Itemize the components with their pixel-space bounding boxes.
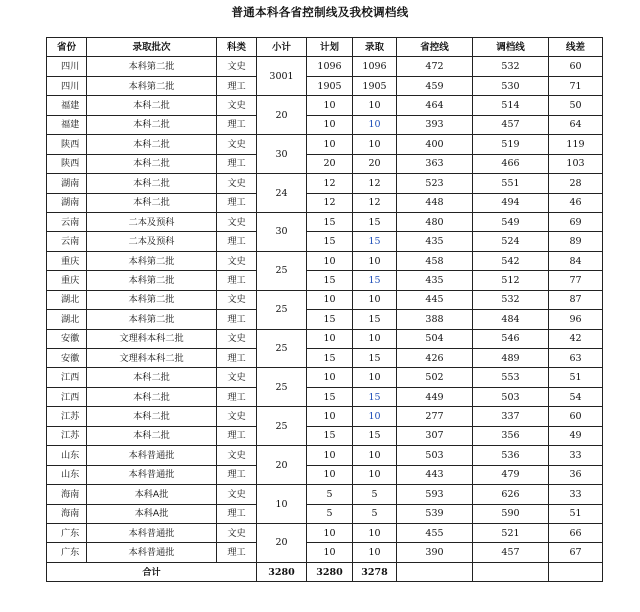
table-row [47, 329, 603, 348]
type-cell: 理工 [217, 426, 257, 445]
type-cell: 理工 [217, 504, 257, 523]
batch-cell: 本科普通批 [87, 465, 217, 484]
admit-cell: 5 [353, 485, 397, 504]
subtotal-cell: 10 [257, 485, 307, 524]
line-diff-cell: 33 [549, 485, 603, 504]
line-diff-cell: 46 [549, 193, 603, 212]
plan-cell: 15 [307, 232, 353, 251]
plan-cell: 10 [307, 329, 353, 348]
admit-cell: 10 [353, 446, 397, 465]
table-row [47, 543, 603, 562]
province-cell: 山东 [47, 446, 87, 465]
plan-cell: 10 [307, 115, 353, 134]
table-row [47, 115, 603, 134]
batch-cell: 本科A批 [87, 485, 217, 504]
filing-line-cell: 466 [473, 154, 549, 173]
admit-cell: 5 [353, 504, 397, 523]
plan-cell: 15 [307, 349, 353, 368]
total-row [47, 562, 603, 581]
subtotal-cell: 30 [257, 135, 307, 174]
control-line-cell: 277 [397, 407, 473, 426]
batch-cell: 本科二批 [87, 368, 217, 387]
plan-cell: 10 [307, 465, 353, 484]
page-title: 普通本科各省控制线及我校调档线 [231, 5, 409, 19]
province-cell: 重庆 [47, 271, 87, 290]
control-line-cell: 480 [397, 212, 473, 231]
province-cell: 四川 [47, 76, 87, 95]
type-cell: 理工 [217, 76, 257, 95]
line-diff-cell: 67 [549, 543, 603, 562]
line-diff-cell: 60 [549, 407, 603, 426]
admit-cell: 10 [353, 465, 397, 484]
filing-line-cell: 590 [473, 504, 549, 523]
batch-cell: 本科普通批 [87, 446, 217, 465]
control-line-cell: 443 [397, 465, 473, 484]
control-line-cell: 445 [397, 290, 473, 309]
type-cell: 文史 [217, 407, 257, 426]
header-subtotal: 小计 [257, 38, 307, 57]
line-diff-cell: 87 [549, 290, 603, 309]
line-diff-cell: 28 [549, 174, 603, 193]
filing-line-cell: 489 [473, 349, 549, 368]
table-row [47, 96, 603, 115]
plan-cell: 10 [307, 407, 353, 426]
control-line-cell: 393 [397, 115, 473, 134]
filing-line-cell: 337 [473, 407, 549, 426]
batch-cell: 本科二批 [87, 193, 217, 212]
control-line-cell: 539 [397, 504, 473, 523]
header-admit: 录取 [353, 38, 397, 57]
filing-line-cell: 626 [473, 485, 549, 504]
control-line-cell: 503 [397, 446, 473, 465]
province-cell: 江苏 [47, 407, 87, 426]
plan-cell: 10 [307, 290, 353, 309]
line-diff-cell: 66 [549, 523, 603, 542]
plan-cell: 10 [307, 446, 353, 465]
table-row [47, 387, 603, 406]
filing-line-cell: 521 [473, 523, 549, 542]
province-cell: 江西 [47, 368, 87, 387]
filing-line-cell: 457 [473, 115, 549, 134]
total-subtotal-cell: 3280 [257, 562, 307, 581]
type-cell: 理工 [217, 387, 257, 406]
total-control-cell [397, 562, 473, 581]
control-line-cell: 523 [397, 174, 473, 193]
table-row [47, 349, 603, 368]
line-diff-cell: 89 [549, 232, 603, 251]
admit-cell: 12 [353, 174, 397, 193]
line-diff-cell: 54 [549, 387, 603, 406]
province-cell: 福建 [47, 115, 87, 134]
admit-cell: 20 [353, 154, 397, 173]
control-line-cell: 504 [397, 329, 473, 348]
control-line-cell: 435 [397, 271, 473, 290]
batch-cell: 本科第二批 [87, 251, 217, 270]
control-line-cell: 448 [397, 193, 473, 212]
admit-cell: 10 [353, 115, 397, 134]
subtotal-cell: 25 [257, 407, 307, 446]
header-line-diff: 线差 [549, 38, 603, 57]
control-line-cell: 435 [397, 232, 473, 251]
filing-line-cell: 503 [473, 387, 549, 406]
table-row [47, 310, 603, 329]
line-diff-cell: 84 [549, 251, 603, 270]
admit-cell: 10 [353, 523, 397, 542]
province-cell: 陕西 [47, 154, 87, 173]
batch-cell: 本科二批 [87, 135, 217, 154]
batch-cell: 本科二批 [87, 174, 217, 193]
type-cell: 文史 [217, 135, 257, 154]
admit-cell: 15 [353, 310, 397, 329]
line-diff-cell: 60 [549, 57, 603, 76]
province-cell: 海南 [47, 485, 87, 504]
table-row [47, 232, 603, 251]
type-cell: 文史 [217, 485, 257, 504]
filing-line-cell: 532 [473, 57, 549, 76]
line-diff-cell: 33 [549, 446, 603, 465]
type-cell: 文史 [217, 290, 257, 309]
province-cell: 广东 [47, 543, 87, 562]
filing-line-cell: 530 [473, 76, 549, 95]
type-cell: 文史 [217, 523, 257, 542]
batch-cell: 本科二批 [87, 407, 217, 426]
province-cell: 云南 [47, 232, 87, 251]
header-plan: 计划 [307, 38, 353, 57]
batch-cell: 本科普通批 [87, 543, 217, 562]
type-cell: 文史 [217, 446, 257, 465]
control-line-cell: 455 [397, 523, 473, 542]
type-cell: 文史 [217, 174, 257, 193]
filing-line-cell: 546 [473, 329, 549, 348]
province-cell: 福建 [47, 96, 87, 115]
batch-cell: 本科二批 [87, 387, 217, 406]
batch-cell: 本科第二批 [87, 76, 217, 95]
line-diff-cell: 51 [549, 368, 603, 387]
filing-line-cell: 479 [473, 465, 549, 484]
plan-cell: 12 [307, 174, 353, 193]
province-cell: 陕西 [47, 135, 87, 154]
line-diff-cell: 51 [549, 504, 603, 523]
province-cell: 广东 [47, 523, 87, 542]
control-line-cell: 502 [397, 368, 473, 387]
province-cell: 湖北 [47, 290, 87, 309]
province-cell: 江苏 [47, 426, 87, 445]
type-cell: 理工 [217, 310, 257, 329]
total-admit-cell: 3278 [353, 562, 397, 581]
plan-cell: 10 [307, 368, 353, 387]
filing-line-cell: 532 [473, 290, 549, 309]
batch-cell: 文理科本科二批 [87, 349, 217, 368]
table-row [47, 446, 603, 465]
plan-cell: 10 [307, 543, 353, 562]
filing-line-cell: 524 [473, 232, 549, 251]
batch-cell: 本科第二批 [87, 310, 217, 329]
admission-score-table [46, 37, 603, 582]
table-row [47, 368, 603, 387]
admit-cell: 1096 [353, 57, 397, 76]
table-row [47, 212, 603, 231]
subtotal-cell: 20 [257, 523, 307, 562]
table-row [47, 251, 603, 270]
plan-cell: 15 [307, 212, 353, 231]
subtotal-cell: 24 [257, 174, 307, 213]
table-body [47, 57, 603, 582]
header-filing-line: 调档线 [473, 38, 549, 57]
table-row [47, 504, 603, 523]
plan-cell: 10 [307, 251, 353, 270]
table-row [47, 485, 603, 504]
table-row [47, 135, 603, 154]
admit-cell: 15 [353, 232, 397, 251]
batch-cell: 本科二批 [87, 96, 217, 115]
batch-cell: 本科第二批 [87, 57, 217, 76]
batch-cell: 本科第二批 [87, 290, 217, 309]
header-row [47, 38, 603, 57]
control-line-cell: 464 [397, 96, 473, 115]
subtotal-cell: 25 [257, 251, 307, 290]
table-row [47, 154, 603, 173]
plan-cell: 10 [307, 523, 353, 542]
subtotal-cell: 3001 [257, 57, 307, 96]
province-cell: 海南 [47, 504, 87, 523]
type-cell: 理工 [217, 154, 257, 173]
control-line-cell: 459 [397, 76, 473, 95]
control-line-cell: 449 [397, 387, 473, 406]
admit-cell: 10 [353, 368, 397, 387]
admit-cell: 10 [353, 135, 397, 154]
line-diff-cell: 119 [549, 135, 603, 154]
filing-line-cell: 519 [473, 135, 549, 154]
filing-line-cell: 494 [473, 193, 549, 212]
admit-cell: 15 [353, 387, 397, 406]
type-cell: 理工 [217, 115, 257, 134]
line-diff-cell: 36 [549, 465, 603, 484]
table-row [47, 426, 603, 445]
filing-line-cell: 549 [473, 212, 549, 231]
batch-cell: 本科普通批 [87, 523, 217, 542]
type-cell: 文史 [217, 251, 257, 270]
province-cell: 湖北 [47, 310, 87, 329]
subtotal-cell: 20 [257, 96, 307, 135]
admit-cell: 15 [353, 271, 397, 290]
batch-cell: 本科二批 [87, 426, 217, 445]
admit-cell: 10 [353, 290, 397, 309]
admit-cell: 12 [353, 193, 397, 212]
line-diff-cell: 96 [549, 310, 603, 329]
province-cell: 云南 [47, 212, 87, 231]
table-row [47, 407, 603, 426]
filing-line-cell: 457 [473, 543, 549, 562]
subtotal-cell: 25 [257, 368, 307, 407]
filing-line-cell: 512 [473, 271, 549, 290]
line-diff-cell: 50 [549, 96, 603, 115]
table-row [47, 271, 603, 290]
header-province: 省份 [47, 38, 87, 57]
table-row [47, 193, 603, 212]
filing-line-cell: 356 [473, 426, 549, 445]
control-line-cell: 458 [397, 251, 473, 270]
line-diff-cell: 69 [549, 212, 603, 231]
control-line-cell: 390 [397, 543, 473, 562]
total-plan-cell: 3280 [307, 562, 353, 581]
province-cell: 四川 [47, 57, 87, 76]
filing-line-cell: 553 [473, 368, 549, 387]
header-control-line: 省控线 [397, 38, 473, 57]
batch-cell: 本科二批 [87, 154, 217, 173]
plan-cell: 10 [307, 135, 353, 154]
type-cell: 文史 [217, 96, 257, 115]
admit-cell: 15 [353, 426, 397, 445]
table-row [47, 174, 603, 193]
control-line-cell: 307 [397, 426, 473, 445]
plan-cell: 12 [307, 193, 353, 212]
batch-cell: 二本及预科 [87, 232, 217, 251]
table-row [47, 523, 603, 542]
header-type: 科类 [217, 38, 257, 57]
table-row [47, 465, 603, 484]
province-cell: 湖南 [47, 193, 87, 212]
province-cell: 湖南 [47, 174, 87, 193]
plan-cell: 1905 [307, 76, 353, 95]
admit-cell: 15 [353, 212, 397, 231]
line-diff-cell: 64 [549, 115, 603, 134]
plan-cell: 15 [307, 310, 353, 329]
plan-cell: 5 [307, 504, 353, 523]
province-cell: 安徽 [47, 349, 87, 368]
type-cell: 理工 [217, 349, 257, 368]
control-line-cell: 363 [397, 154, 473, 173]
table-row [47, 57, 603, 76]
line-diff-cell: 71 [549, 76, 603, 95]
table-row [47, 76, 603, 95]
filing-line-cell: 536 [473, 446, 549, 465]
control-line-cell: 472 [397, 57, 473, 76]
type-cell: 理工 [217, 193, 257, 212]
batch-cell: 文理科本科二批 [87, 329, 217, 348]
type-cell: 理工 [217, 271, 257, 290]
batch-cell: 二本及预科 [87, 212, 217, 231]
plan-cell: 15 [307, 271, 353, 290]
line-diff-cell: 77 [549, 271, 603, 290]
province-cell: 山东 [47, 465, 87, 484]
type-cell: 文史 [217, 212, 257, 231]
line-diff-cell: 49 [549, 426, 603, 445]
filing-line-cell: 514 [473, 96, 549, 115]
control-line-cell: 388 [397, 310, 473, 329]
plan-cell: 10 [307, 96, 353, 115]
total-filing-cell [473, 562, 549, 581]
admit-cell: 10 [353, 251, 397, 270]
table-row [47, 290, 603, 309]
filing-line-cell: 484 [473, 310, 549, 329]
admit-cell: 10 [353, 96, 397, 115]
province-cell: 重庆 [47, 251, 87, 270]
header-batch: 录取批次 [87, 38, 217, 57]
filing-line-cell: 542 [473, 251, 549, 270]
admit-cell: 10 [353, 329, 397, 348]
admit-cell: 10 [353, 407, 397, 426]
subtotal-cell: 30 [257, 212, 307, 251]
admit-cell: 1905 [353, 76, 397, 95]
line-diff-cell: 103 [549, 154, 603, 173]
province-cell: 江西 [47, 387, 87, 406]
admit-cell: 10 [353, 543, 397, 562]
type-cell: 文史 [217, 329, 257, 348]
plan-cell: 1096 [307, 57, 353, 76]
batch-cell: 本科二批 [87, 115, 217, 134]
line-diff-cell: 63 [549, 349, 603, 368]
control-line-cell: 400 [397, 135, 473, 154]
control-line-cell: 426 [397, 349, 473, 368]
batch-cell: 本科第二批 [87, 271, 217, 290]
plan-cell: 15 [307, 426, 353, 445]
type-cell: 理工 [217, 465, 257, 484]
admit-cell: 15 [353, 349, 397, 368]
plan-cell: 20 [307, 154, 353, 173]
type-cell: 理工 [217, 232, 257, 251]
batch-cell: 本科A批 [87, 504, 217, 523]
line-diff-cell: 42 [549, 329, 603, 348]
type-cell: 文史 [217, 57, 257, 76]
plan-cell: 15 [307, 387, 353, 406]
type-cell: 理工 [217, 543, 257, 562]
province-cell: 安徽 [47, 329, 87, 348]
total-diff-cell [549, 562, 603, 581]
subtotal-cell: 20 [257, 446, 307, 485]
filing-line-cell: 551 [473, 174, 549, 193]
type-cell: 文史 [217, 368, 257, 387]
subtotal-cell: 25 [257, 290, 307, 329]
subtotal-cell: 25 [257, 329, 307, 368]
control-line-cell: 593 [397, 485, 473, 504]
total-label: 合计 [47, 562, 257, 581]
plan-cell: 5 [307, 485, 353, 504]
